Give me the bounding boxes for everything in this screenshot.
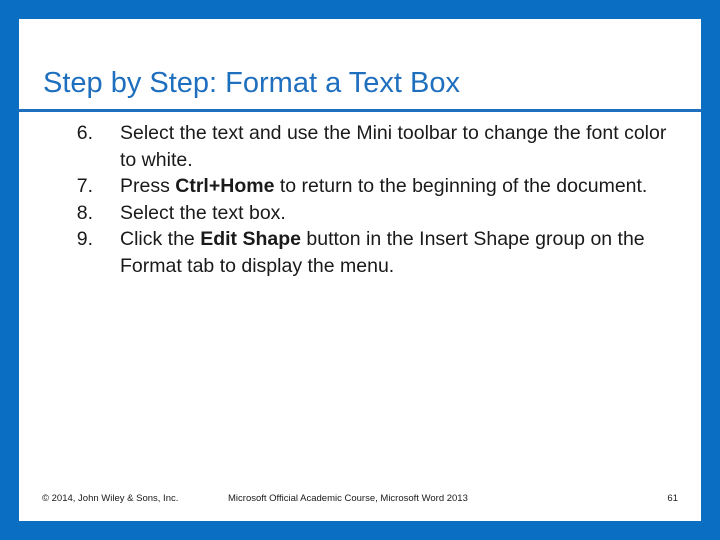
step-text: Press <box>120 175 176 197</box>
step-number: 7. <box>76 175 93 197</box>
footer-course: Microsoft Official Academic Course, Microsoft Word 2013 <box>228 493 468 504</box>
slide <box>19 19 701 521</box>
step-number: 6. <box>76 122 93 144</box>
step-item <box>61 200 687 227</box>
step-number: 9. <box>76 228 93 250</box>
button-name: Edit Shape <box>200 228 301 250</box>
step-text: to return to the beginning of the document. <box>274 175 648 197</box>
steps-list <box>61 120 687 279</box>
slide-title: Step by Step: Format a Text Box <box>43 67 460 99</box>
page-number: 61 <box>667 493 678 504</box>
keyboard-shortcut: Ctrl+Home <box>175 175 275 197</box>
step-text: Select the text box. <box>120 201 286 224</box>
footer-copyright: © 2014, John Wiley & Sons, Inc. <box>42 493 179 504</box>
step-item <box>61 226 687 279</box>
step-text: Click the <box>120 228 201 250</box>
title-divider <box>19 109 701 112</box>
step-text: button in the Insert Shape group on the Format tab to display the menu. <box>120 228 645 277</box>
step-text: Select the text and use the Mini toolbar to change the font color to white. <box>120 122 667 171</box>
step-number: 8. <box>76 201 93 224</box>
step-item <box>61 173 687 200</box>
step-item <box>61 120 687 173</box>
